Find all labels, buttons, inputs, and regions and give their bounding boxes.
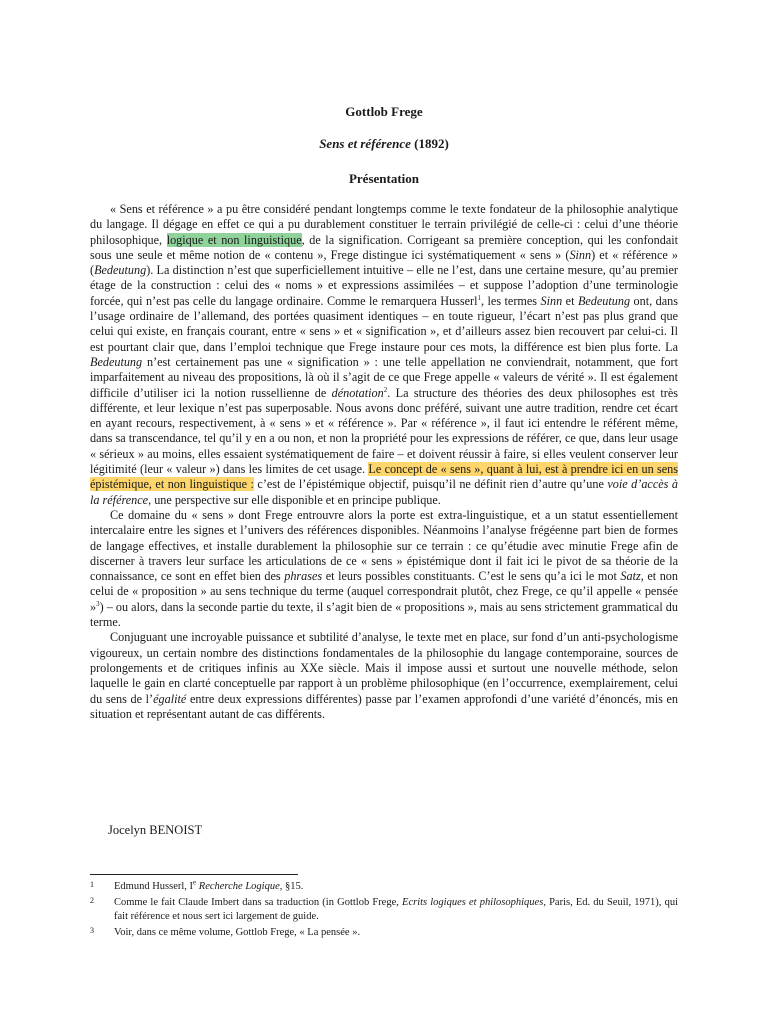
ordinal-superscript: e [193, 878, 197, 887]
footnote-2 [90, 896, 678, 924]
term-bedeutung: Bedeutung [577, 293, 631, 308]
work-year: (1892) [414, 136, 449, 151]
footnote-number: 3 [90, 926, 94, 935]
text-run: ) – ou alors, dans la seconde partie du texte, il s’agit bien de « propositions », mais au sens strictement grammatical du terme. [90, 599, 678, 630]
text-run: entre deux expressions différentes) passe par l’examen approfondi d’une variété d’énoncés, mis en situation et représentant autant de cas différents. [90, 691, 679, 721]
footnote-ref-1: 1 [477, 293, 481, 302]
footnote-number: 2 [90, 896, 94, 905]
paragraph-2 [90, 508, 678, 630]
text-run: , de la signification. Corrigeant sa première conception, qui les confondait sous une seule et même notion de « contenu », Frege distingue ici systématiquement « sens » ( [90, 232, 679, 262]
text-run: , Paris, Ed. du Seuil, 1971), qui fait référence et nous sert ici largement de guide. [114, 897, 678, 922]
text-run: « Sens et référence » a pu être considéré pendant longtemps comme le texte fondateur de la philosophie analytique du langage. Il dégage en effet ce qui a pu durablement constituer le terrain privilégié de celle-ci : celui d’une théorie philosophique, [90, 202, 678, 247]
term-sinn: Sinn [540, 293, 563, 308]
paragraph-1 [90, 202, 678, 508]
text-run: , §15. [279, 881, 304, 892]
text-run: , et non celui de « proposition » au sens technique du terme (auquel correspondrait plutôt, chez Frege, ce qu’il appelle « pensée » [90, 569, 678, 614]
term-satz: Satz [620, 569, 641, 584]
text-run: et [562, 293, 578, 308]
footnote-divider [90, 874, 298, 875]
body-text [90, 202, 678, 722]
text-run: ). La distinction n’est que superficiellement intuitive – elle ne l’est, dans une certaine mesure, qu’au premier étage de la construction : celui des « noms » et expressions assimilées – et suppose l’adoption d’une terminologie forcée, qui n’est pas celle du langage ordinaire. Comme le remarquera Husserl [90, 263, 678, 308]
text-run: Ce domaine du « sens » dont Frege entrouvre alors la porte est extra-linguistique, et a un statut essentiellement intercalaire entre les signes et l’univers des références disponibles. Néanmoins l’analyse frégéenne part bien de formes de langage effectives, et installe durablement la philosophie sur ce terrain : ce qu’étudie avec minutie Frege afin de discerner à travers leur surface les articulations de ce « sens » épistémique dont il fait ici le pivot de sa théorie de la connaissance, ce sont en effet bien des [90, 507, 678, 584]
text-run: ) et « référence » ( [90, 247, 678, 278]
term-voie-acces: voie d’accès à la référence [90, 477, 678, 507]
highlight-yellow: Le concept de « sens », quant à lui, est à prendre ici en un sens épistémique, et non linguistique : [90, 462, 678, 492]
text-run: Voir, dans ce même volume, Gottlob Frege, « La pensée ». [114, 927, 361, 938]
footnotes [90, 880, 678, 942]
text-run: Comme le fait Claude Imbert dans sa traduction (in Gottlob Frege, [114, 897, 403, 908]
work-title-heading [0, 136, 768, 152]
signature: Jocelyn BENOIST [108, 823, 203, 837]
highlight-green: logique et non linguistique [166, 232, 302, 247]
text-run: , une perspective sur elle disponible et en principe publique. [148, 492, 441, 507]
text-run: Conjuguant une incroyable puissance et subtilité d’analyse, le texte met en place, sur fond d’un anti-psychologisme vigoureux, un certain nombre des distinctions fondamentales de la philosophie du langage contemporaine, sources de prolongements et de critiques infinis au XXe siècle. Mais il impose aussi et surtout une nouvelle méthode, selon laquelle le gain en clarté conceptuelle par rapport à un problème philosophique (en l’occurrence, exemplairement, celui du sens de l’ [90, 630, 678, 706]
term-denotation: dénotation [331, 385, 384, 400]
paragraph-3 [90, 630, 678, 722]
footnote-3 [90, 926, 678, 940]
author-heading: Gottlob Frege [345, 104, 423, 119]
text-run: Edmund Husserl, I [114, 881, 194, 892]
text-run: c’est de l’épistémique objectif, puisqu’il ne définit rien d’autre qu’une [253, 477, 608, 492]
footnote-number: 1 [90, 880, 94, 889]
footnote-ref-3: 3 [96, 599, 100, 608]
text-run: , les termes [481, 293, 541, 308]
term-egalite: égalité [153, 691, 187, 706]
term-bedeutung: Bedeutung [94, 263, 147, 278]
text-run: n’est certainement pas une « signification » : une telle appellation ne conviendrait, notamment, que fort imparfaitement au niveau des propositions, là où il s’agit de ce que Frege appelle « valeurs de vérité ». Il est également difficile d’utiliser ici la notion russellienne de [90, 354, 678, 400]
footnote-1 [90, 880, 678, 894]
text-run: ont, dans l’usage ordinaire de l’allemand, des portées quasiment identiques – en toute rigueur, l’écart n’est pas plus grand que celui qui existe, en français courant, entre « sens » et « signification », et d’ailleurs assez bien recouvert par celui-ci. Il est pourtant clair que, dans l’emploi technique que Frege instaure pour ces mots, la différence est bien plus forte. La [90, 293, 678, 354]
text-run: et leurs possibles constituants. C’est le sens qu’a ici le mot [322, 569, 621, 584]
footnote-title: Ecrits logiques et philosophiques [402, 897, 544, 908]
footnote-ref-2: 2 [383, 385, 388, 394]
text-run: . La structure des théories des deux philosophes est très différente, et leur lexique n’est pas superposable. Nous avons donc préféré, suivant une autre tradition, rendre cet écart en ayant recours, respectivement, à « sens » et « référence ». Par « référence », il faut ici entendre le référent même, dans sa transcendance, tel qu’il y en a ou non, et non la propriété pour les expressions de référer, ce que, dans leur usage « sérieux » au moins, elles essaient systématiquement de faire – et doivent réussir à faire, si elles veulent conserver leur légitimité (leur « valeur ») dans les limites de cet usage. [90, 385, 678, 477]
section-heading: Présentation [348, 171, 420, 186]
term-bedeutung: Bedeutung [90, 354, 143, 369]
work-title: Sens et référence [319, 136, 411, 151]
footnote-title: Recherche Logique [198, 881, 280, 892]
term-sinn: Sinn [569, 247, 592, 262]
term-phrases: phrases [284, 569, 323, 584]
